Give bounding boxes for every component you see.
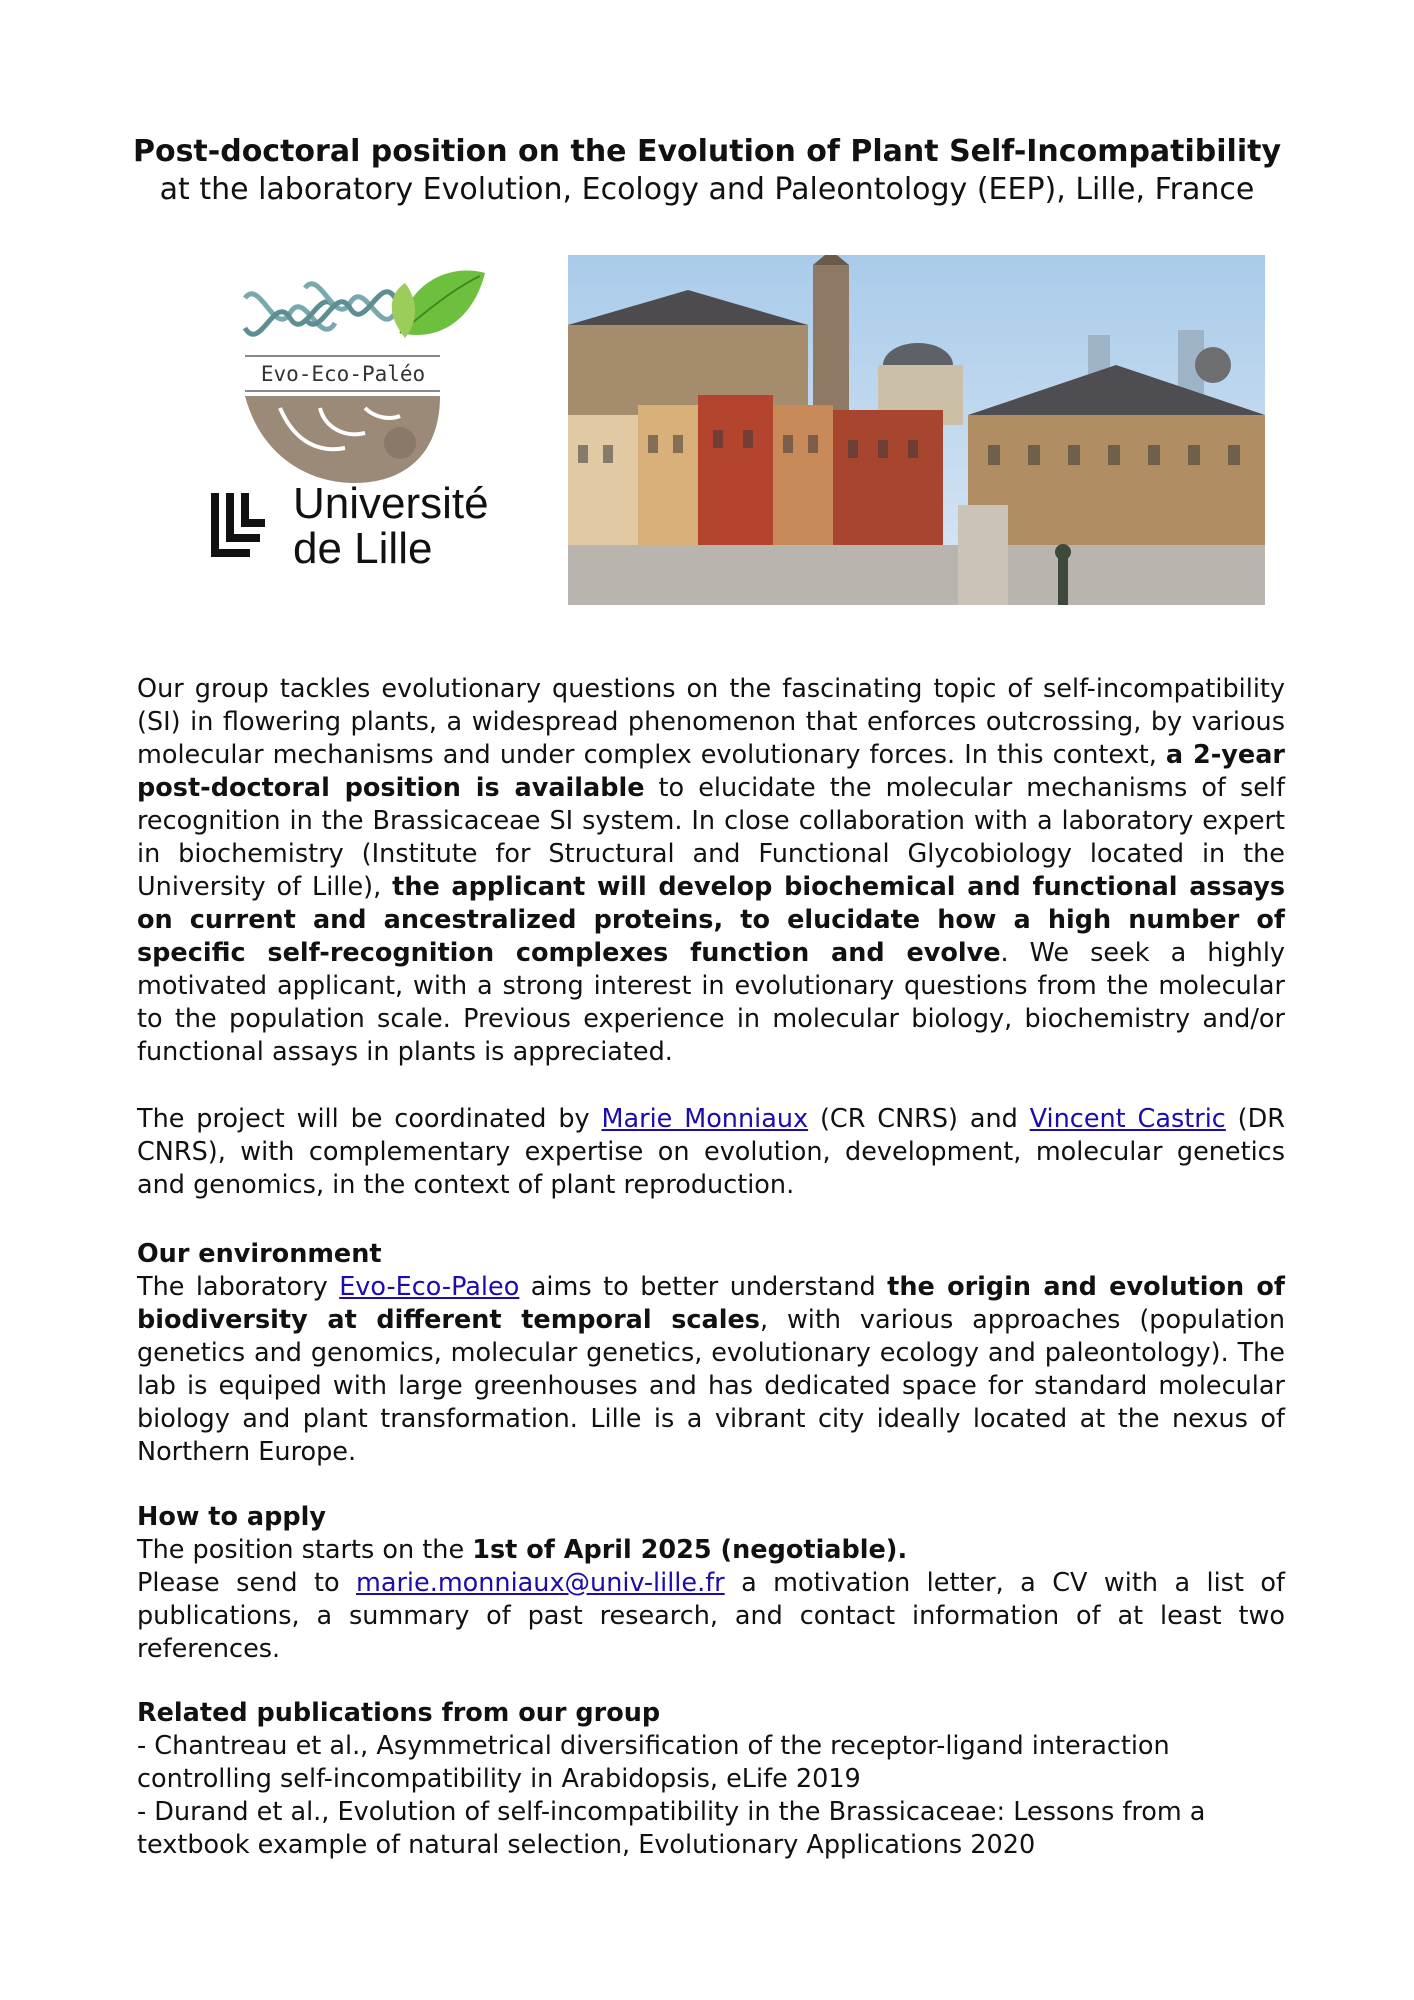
coord-text-2: (CR CNRS) and [808, 1104, 1030, 1134]
apply-heading: How to apply [137, 1502, 326, 1532]
env-bold-1: the origin and evolution of biodiversity at different temporal scales [137, 1272, 1285, 1335]
logo-block [205, 258, 535, 578]
publication-item: - Durand et al., Evolution of self-incompatibility in the Brassicaceae: Lessons from a textbook example of natural selection, Evolutionary Applications 2020 [137, 1797, 1206, 1860]
coord-text-3: (DR CNRS), with complementary expertise on evolution, development, molecular genetics and genomics, in the context of plant reproduction. [137, 1104, 1285, 1200]
university-logo-icon [215, 493, 265, 553]
page-subtitle: at the laboratory Evolution, Ecology and Paleontology (EEP), Lille, France [159, 172, 1255, 207]
coordination-paragraph [137, 1103, 1285, 1202]
publication-item: - Chantreau et al., Asymmetrical diversification of the receptor-ligand interaction controlling self-incompatibility in Arabidopsis, eLife 2019 [137, 1731, 1170, 1794]
intro-text-1: Our group tackles evolutionary questions on the fascinating topic of self-incompatibility (SI) in flowering plants, a widespread phenomenon that enforces outcrossing, by various molecular mechanisms and under complex evolutionary forces. In this context, [137, 674, 1285, 770]
page-title: Post-doctoral position on the Evolution of Plant Self-Incompatibility [132, 134, 1282, 169]
lille-city-photo [568, 255, 1265, 605]
apply-section [137, 1501, 1285, 1666]
publications-section [137, 1697, 1285, 1862]
lab-logo [205, 258, 535, 578]
intro-bold-2: the applicant will develop biochemical and functional assays on current and ancestralized proteins, to elucidate how a high number of specific self-recognition complexes function and evolve [137, 872, 1286, 968]
university-name-line2: de Lille [293, 524, 433, 573]
env-text-3: , with various approaches (population genetics and genomics, molecular genetics, evolutionary ecology and paleontology). The lab is equiped with large greenhouses and has dedicated space for standard molecular biology and plant transformation. Lille is a vibrant city ideally located at the nexus of Northern Europe. [137, 1305, 1285, 1467]
evo-eco-paleo-link[interactable]: Evo-Eco-Paleo [339, 1272, 520, 1302]
dna-icon [245, 284, 395, 334]
environment-section [137, 1238, 1285, 1469]
intro-bold-1: a 2-year post-doctoral position is available [137, 740, 1285, 803]
apply-text-3: a motivation letter, a CV with a list of publications, a summary of past research, and contact information of at least two references. [137, 1568, 1285, 1664]
marie-monniaux-link[interactable]: Marie Monniaux [601, 1104, 809, 1134]
env-text-2: aims to better understand [519, 1272, 888, 1302]
intro-paragraph [137, 673, 1285, 1069]
apply-text-1: The position starts on the [137, 1535, 473, 1565]
environment-heading: Our environment [137, 1239, 382, 1269]
contact-email-link[interactable]: marie.monniaux@univ-lille.fr [355, 1568, 725, 1598]
ammonite-icon [245, 396, 440, 483]
intro-text-2: to elucidate the molecular mechanisms of self recognition in the Brassicaceae SI system. In close collaboration with a laboratory expert in biochemistry (Institute for Structural and Functional Glycobiology located in the University of Lille), [137, 773, 1285, 902]
vincent-castric-link[interactable]: Vincent Castric [1029, 1104, 1226, 1134]
publications-heading: Related publications from our group [137, 1698, 661, 1728]
intro-text-3: . We seek a highly motivated applicant, with a strong interest in evolutionary questions from the molecular to the population scale. Previous experience in molecular biology, biochemistry and/or functional assays in plants is appreciated. [137, 938, 1285, 1067]
apply-start-date: 1st of April 2025 (negotiable). [472, 1535, 908, 1565]
leaf-icon [392, 271, 485, 339]
title-block [0, 133, 1414, 209]
lab-logo-text: Evo-Eco-Paléo [260, 362, 426, 386]
coord-text-1: The project will be coordinated by [137, 1104, 602, 1134]
env-text-1: The laboratory [137, 1272, 340, 1302]
apply-text-2: Please send to [137, 1568, 356, 1598]
university-name-line1: Université [293, 479, 489, 528]
